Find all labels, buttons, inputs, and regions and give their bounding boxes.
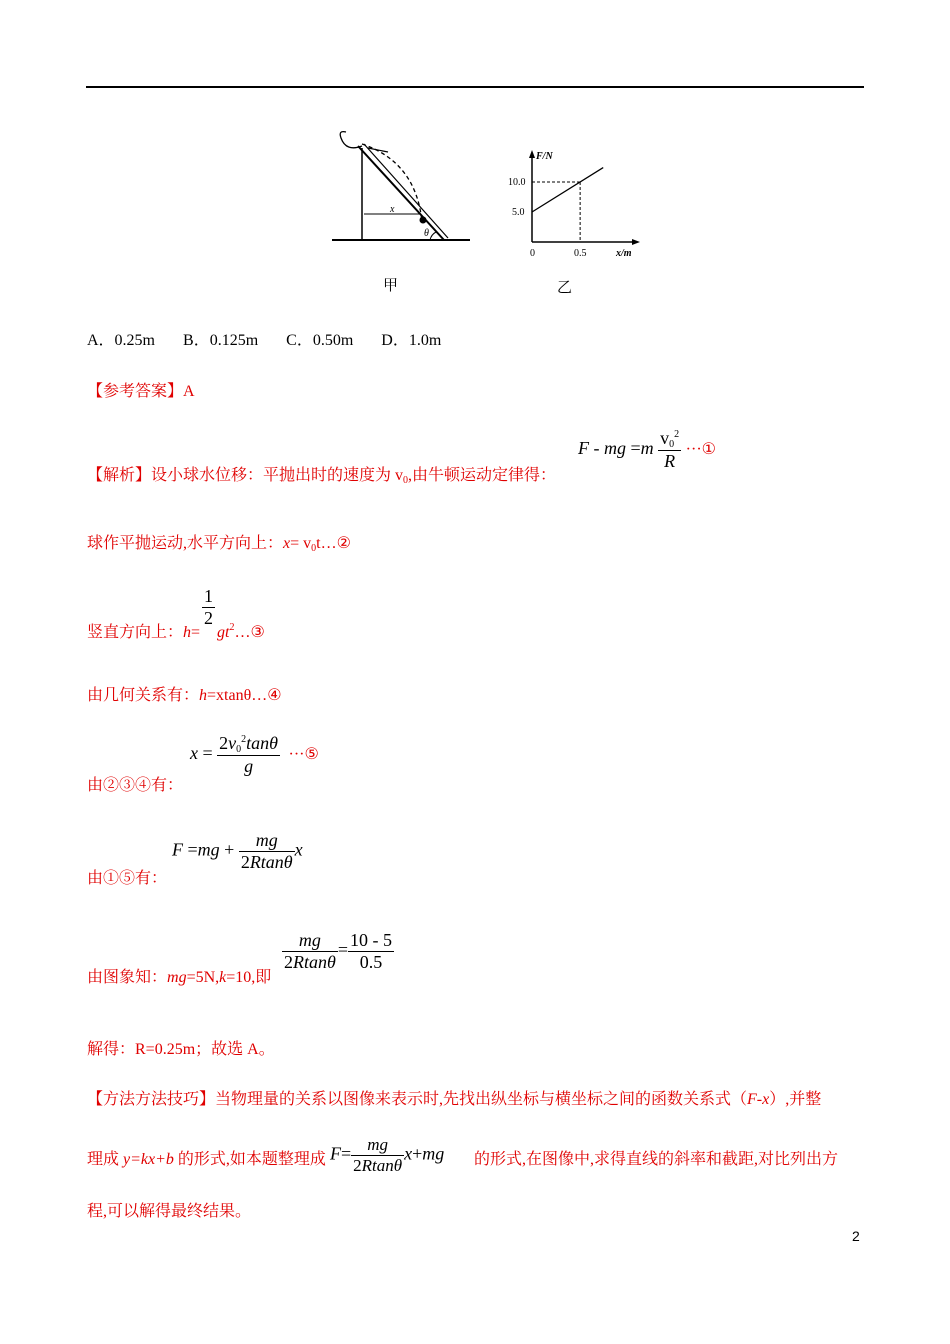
analysis-line-8: 解得：R=0.25m；故选 A。 [87,1041,275,1058]
line2-end: t…② [316,535,351,552]
line3-sup: 2 [229,622,235,634]
line2-x: x [283,535,291,552]
y-axis-arrow [529,150,535,158]
theta-arc [430,232,436,240]
line7-a: =5N, [186,969,220,986]
method-line-2 [87,1146,326,1169]
x-label: x [390,204,395,215]
method-line-2-tail: 的形式,在图像中,求得直线的斜率和截距,对比列出方 [474,1151,839,1168]
equation-7: $\frac{mg}{2Rtan\theta}$ = $\frac{10 - 5}{0.5}$ [284,930,392,972]
eq5-marker: ···⑤ [288,746,319,764]
x-axis-arrow [632,239,640,245]
page-number: 2 [852,1228,860,1244]
equation-5: x = $\frac{2v_0^2\tan\theta}{g}$ ···⑤ [190,733,319,776]
analysis-line-7 [87,964,271,987]
line3-h: h [183,624,192,642]
analysis-line-4 [87,682,282,705]
line2-sub: 0 [311,543,317,554]
y-axis-label: F/N [536,151,553,162]
force-graph [508,150,640,259]
x-axis-label: x/m [616,248,632,259]
method-line-1 [87,1086,821,1109]
answer-choices [87,327,465,350]
eq1-marker: ···① [685,441,716,459]
v0-subscript: 0 [403,475,409,486]
choice-a: A．0.25m [87,332,156,349]
analysis-line-6 [87,865,167,888]
analysis-line-5 [87,772,183,795]
line4-text: 由几何关系有： [87,687,200,704]
method-fx: F-x [747,1091,770,1108]
line3-gt: gt [217,624,230,642]
reference-answer [87,378,195,401]
answer-bracket: 【参考答案】 [87,383,184,400]
choice-d: D．1.0m [381,332,442,349]
line7-text: 由图象知： [87,969,168,986]
line3-text: 竖直方向上： [87,624,184,642]
origin-label: 0 [530,248,535,259]
analysis-bracket: 【解析】 [87,467,152,484]
y-tick-10: 10.0 [508,177,526,188]
analysis-text-1c: ,由牛顿运动定律得： [408,467,557,484]
y-tick-5: 5.0 [512,207,525,218]
projectile-diagram [332,132,470,240]
force-line-series [532,168,603,212]
choice-b: B．0.125m [183,332,259,349]
analysis-line-2 [87,530,351,554]
caption-jia: 甲 [383,276,399,294]
figure-svg [326,122,656,302]
method-linear-form: y=kx+b [123,1151,174,1168]
analysis-text-1: 设小球水位移：平抛出时的速度为 v [151,467,404,484]
incline-edge [364,144,448,238]
analysis-line-1 [87,462,556,486]
line3-eq: = [191,624,201,642]
line4-rest: =xtanθ…④ [207,687,282,704]
line7-b: =10,即 [226,969,272,986]
method-text-2b: 的形式,如本题整理成 [173,1151,326,1168]
method-line-3: 程,可以解得最终结果。 [87,1203,252,1220]
line7-k: k [219,969,227,986]
ball-landing [420,217,426,223]
method-text-1: 当物理量的关系以图像来表示时,先找出纵坐标与横坐标之间的函数关系式（ [215,1091,748,1108]
line7-mg: mg [167,969,187,986]
line5-text: 由②③④有： [87,777,184,794]
incline-line [358,146,444,240]
method-text-1-end: ）,并整 [769,1091,822,1108]
analysis-line-3: 竖直方向上：h= $\frac{1}{2}$ $gt^2\dots ③$ [87,586,265,642]
line4-h: h [199,687,208,704]
choice-c: C．0.50m [286,332,354,349]
x-tick-0.5: 0.5 [574,248,587,259]
line2-rest: = v [290,535,312,552]
figure [326,122,656,302]
answer-value: A [183,383,195,400]
line2-text: 球作平抛运动,水平方向上： [87,535,284,552]
method-text-2a: 理成 [87,1151,124,1168]
theta-label: θ [424,228,429,239]
line6-text: 由①⑤有： [87,870,168,887]
equation-6: F =mg + $\frac{mg}{2Rtan\theta}$ x [172,830,303,872]
equation-1: F - mg =m $\frac{v_0^2}{R}$ ···① [578,428,716,471]
header-rule [86,86,864,88]
equation-method: F= $\frac{mg}{2Rtan\theta}$ x+mg [330,1135,445,1175]
caption-yi: 乙 [557,278,573,296]
method-bracket: 【方法方法技巧】 [87,1091,216,1108]
line3-end: …③ [234,624,265,642]
